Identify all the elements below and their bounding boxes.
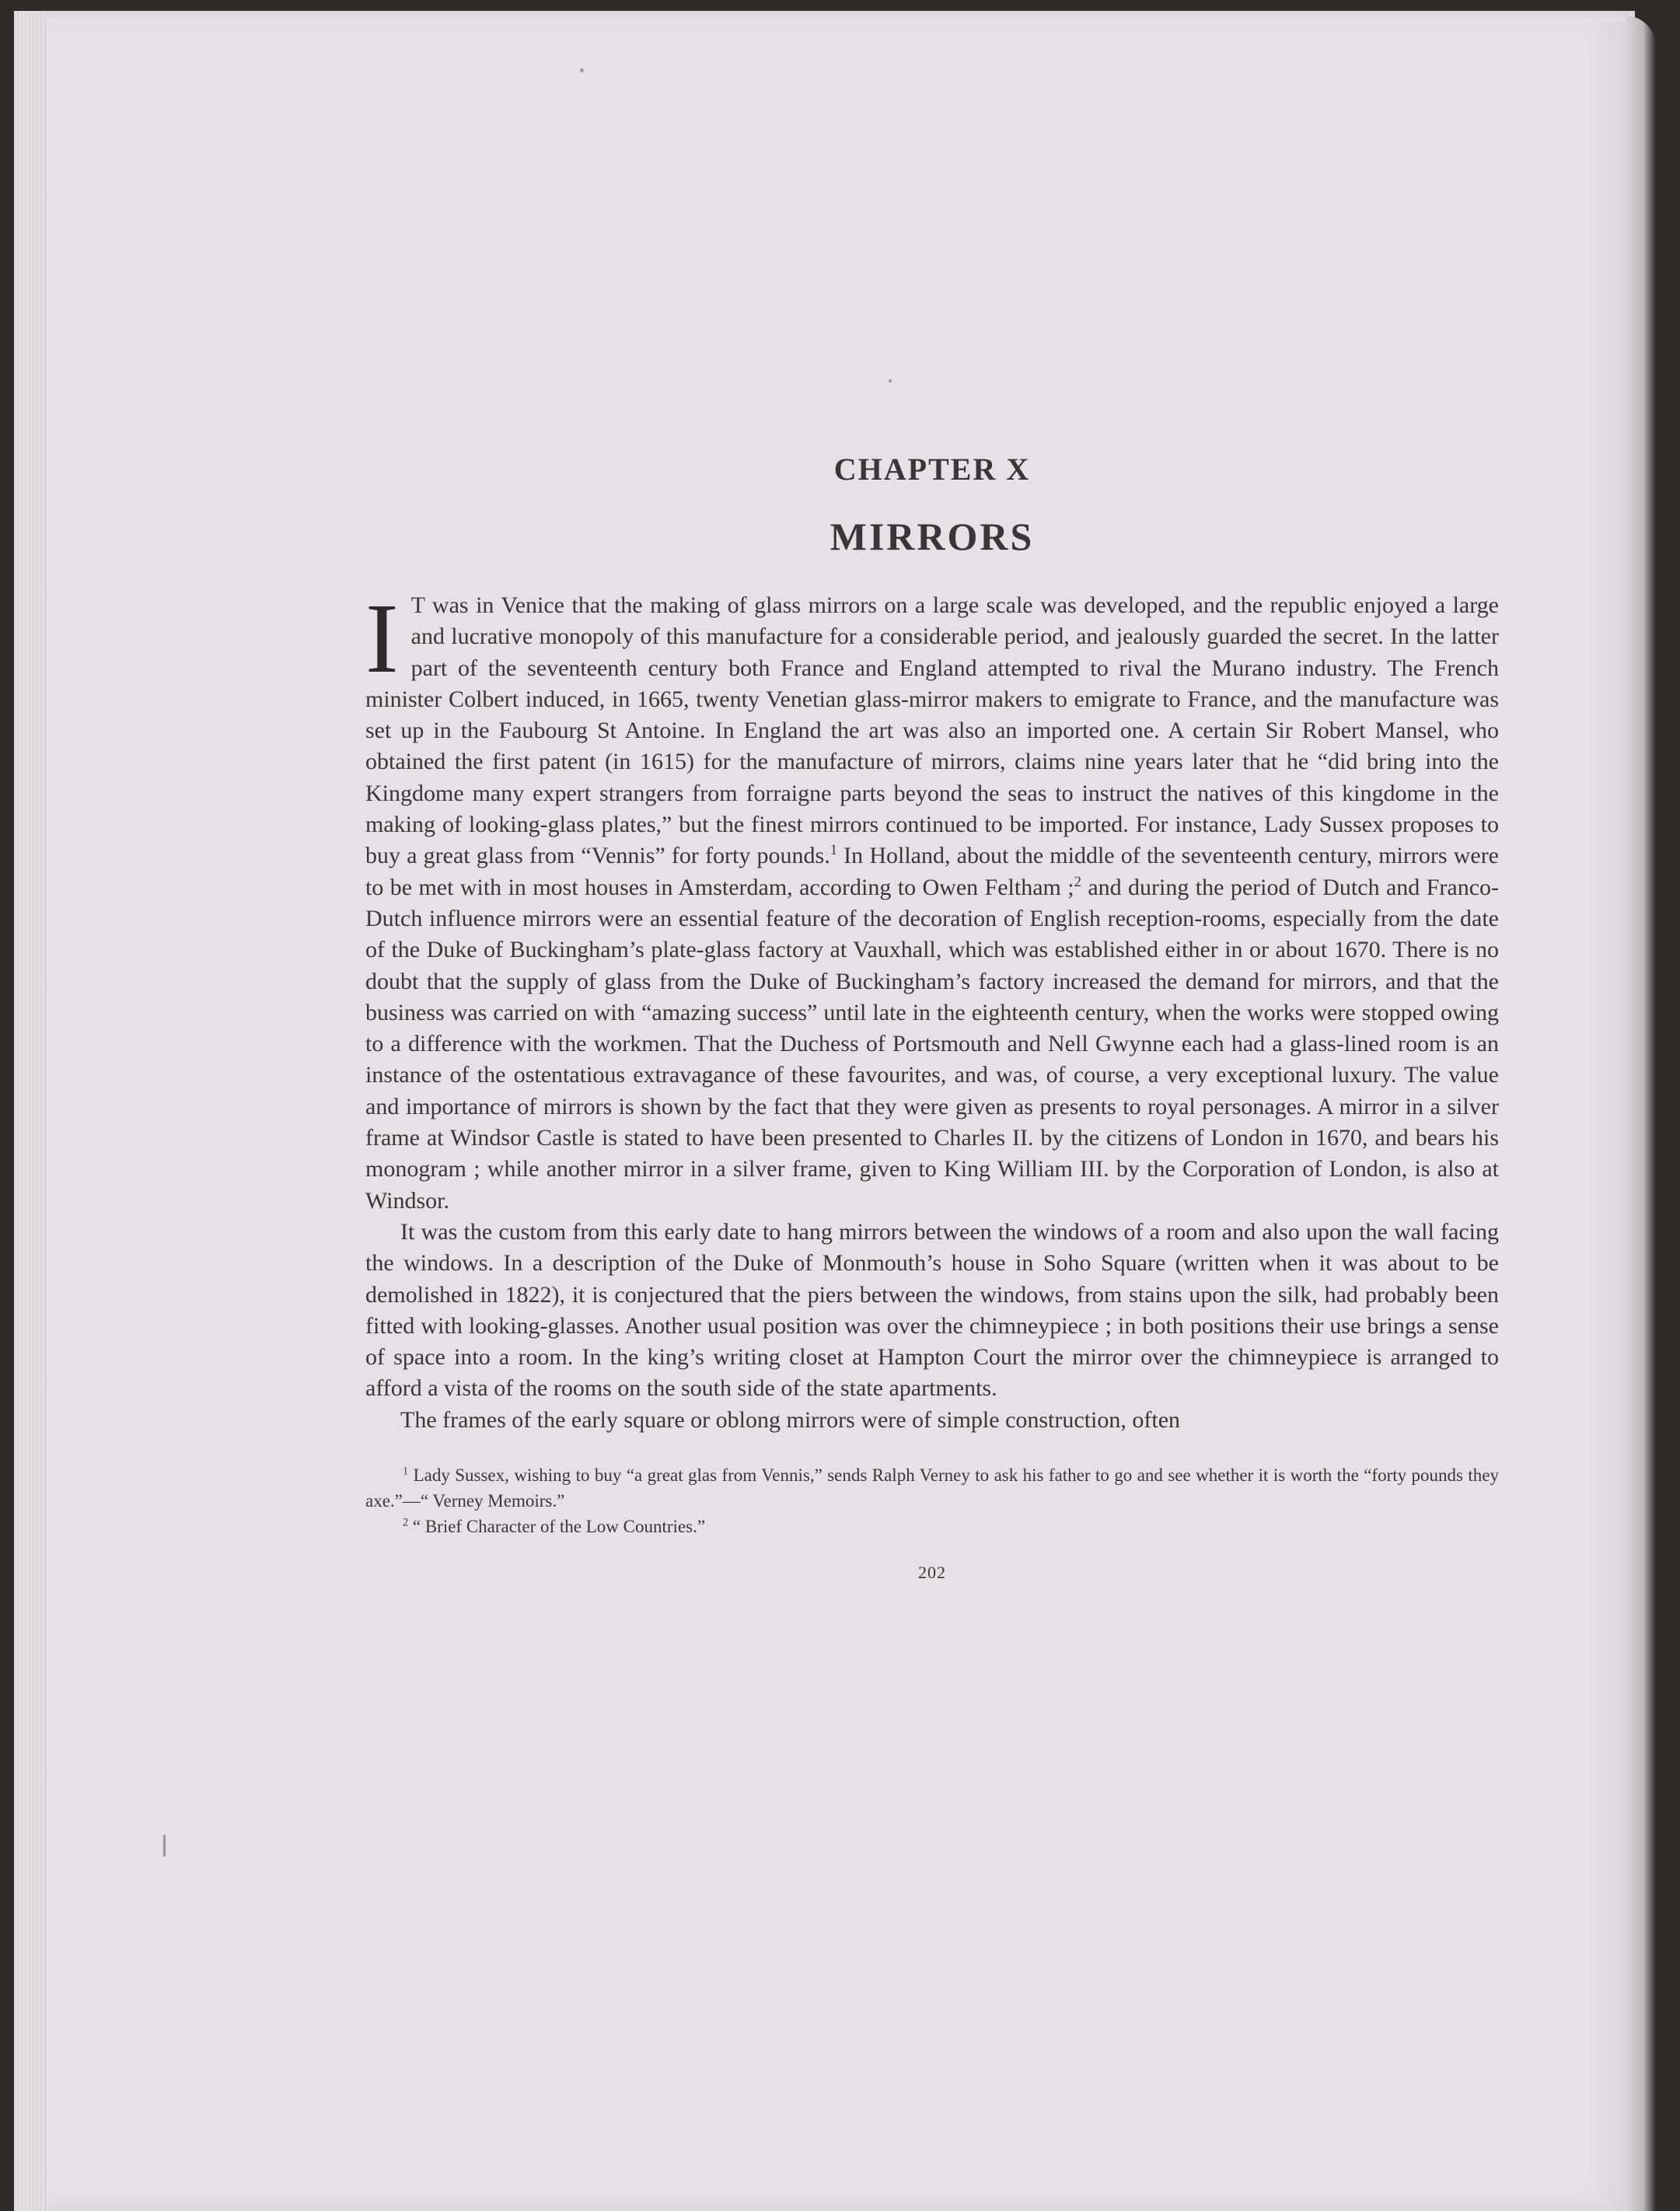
paragraph-2: It was the custom from this early date to hang mirrors between the windows of a room and also upon the wall facing the windows. In a description of the Duke of Monmouth’s house in Soho Square (written when it was about to be demolished in 1822), it is conjectured that the piers between the windows, from stains upon the silk, had probably been fitted with looking-glasses. Another usual position was over the chimneypiece ; in both positions their use brings a sense of space into a room. In the king’s writing closet at Hampton Court the mirror over the chimneypiece is arranged to afford a vista of the rooms on the south side of the state apartments. xyxy=(365,1218,1499,1402)
chapter-title: MIRRORS xyxy=(830,515,1035,558)
footnote-ref-1: 1 xyxy=(830,842,838,859)
paragraph-1 xyxy=(365,583,1499,1217)
paper-speck xyxy=(889,379,892,382)
paper-mark xyxy=(163,1835,166,1856)
footnote-1-text: Lady Sussex, wishing to buy “a great glas from Vennis,” sends Ralph Verney to ask his father to go and see whether it is worth the “forty pounds they axe.”—“ Verney Memoirs.” xyxy=(365,1465,1500,1511)
footnotes xyxy=(365,1462,1499,1539)
chapter-heading: CHAPTER X xyxy=(833,452,1031,487)
page-stack-edge xyxy=(14,11,46,2211)
paragraph-1-text-c: and during the period of Dutch and Franco-Dutch influence mirrors were an essential feature of the decoration of English reception-rooms, especially from the date of the Duke of Buckingham’s plate-glass factory at Vauxhall, which was established either in or about 1670. There is no doubt that the supply of glass from the Duke of Buckingham’s factory increased the demand for mirrors, and that the business was carried on with “amazing success” until late in the eighteenth century, when the works were stopped owing to a difference with the workmen. That the Duchess of Portsmouth and Nell Gwynne each had a glass-lined room is an instance of the ostentatious extravagance of these favourites, and was, of course, a very exceptional luxury. The value and importance of mirrors is shown by the fact that they were given as presents to royal personages. A mirror in a silver frame at Windsor Castle is stated to have been presented to Charles II. by the citizens of London in 1670, and bears his monogram ; while another mirror in a silver frame, given to King William III. by the Corporation of London, is also at Windsor. xyxy=(365,874,1499,1214)
page-curl xyxy=(1625,16,1656,2211)
paragraph-3: The frames of the early square or oblong mirrors were of simple construction, often xyxy=(400,1406,1181,1433)
paragraph-1-text-b: In Holland, about the middle of the seventeenth century, mirrors were to be met with in most houses in Amsterdam, according to Owen Feltham ; xyxy=(365,843,1499,900)
drop-cap: I xyxy=(365,583,399,693)
paper-speck xyxy=(580,68,584,72)
footnote-1 xyxy=(365,1462,1499,1514)
footnote-2-text: “ Brief Character of the Low Countries.” xyxy=(412,1517,706,1537)
paragraph-1-text-a: T was in Venice that the making of glass mirrors on a large scale was developed, and the republic enjoyed a large and lucrative monopoly of this manufacture for a considerable period, and jealously guarded the secret. In the latter part of the seventeenth century both France and England attempted to rival the Murano industry. The French minister Colbert induced, in 1665, twenty Venetian glass-mirror makers to emigrate to France, and the manufacture was set up in the Faubourg St Antoine. In England the art was also an imported one. A certain Sir Robert Mansel, who obtained the first patent (in 1615) for the manufacture of mirrors, claims nine years later that he “did bring into the Kingdome many expert strangers from forraigne parts beyond the seas to instruct the natives of this kingdome in the making of looking-glass plates,” but the finest mirrors continued to be imported. For instance, Lady Sussex proposes to buy a great glass from “Vennis” for forty pounds. xyxy=(365,592,1499,869)
footnote-ref-2: 2 xyxy=(1074,873,1081,890)
page-top-edge xyxy=(45,11,1635,22)
page-number: 202 xyxy=(918,1563,946,1583)
text-block xyxy=(365,451,1499,1583)
footnote-2 xyxy=(365,1514,1499,1539)
footnote-mark-2: 2 xyxy=(403,1516,409,1529)
footnote-mark-1: 1 xyxy=(403,1465,409,1478)
